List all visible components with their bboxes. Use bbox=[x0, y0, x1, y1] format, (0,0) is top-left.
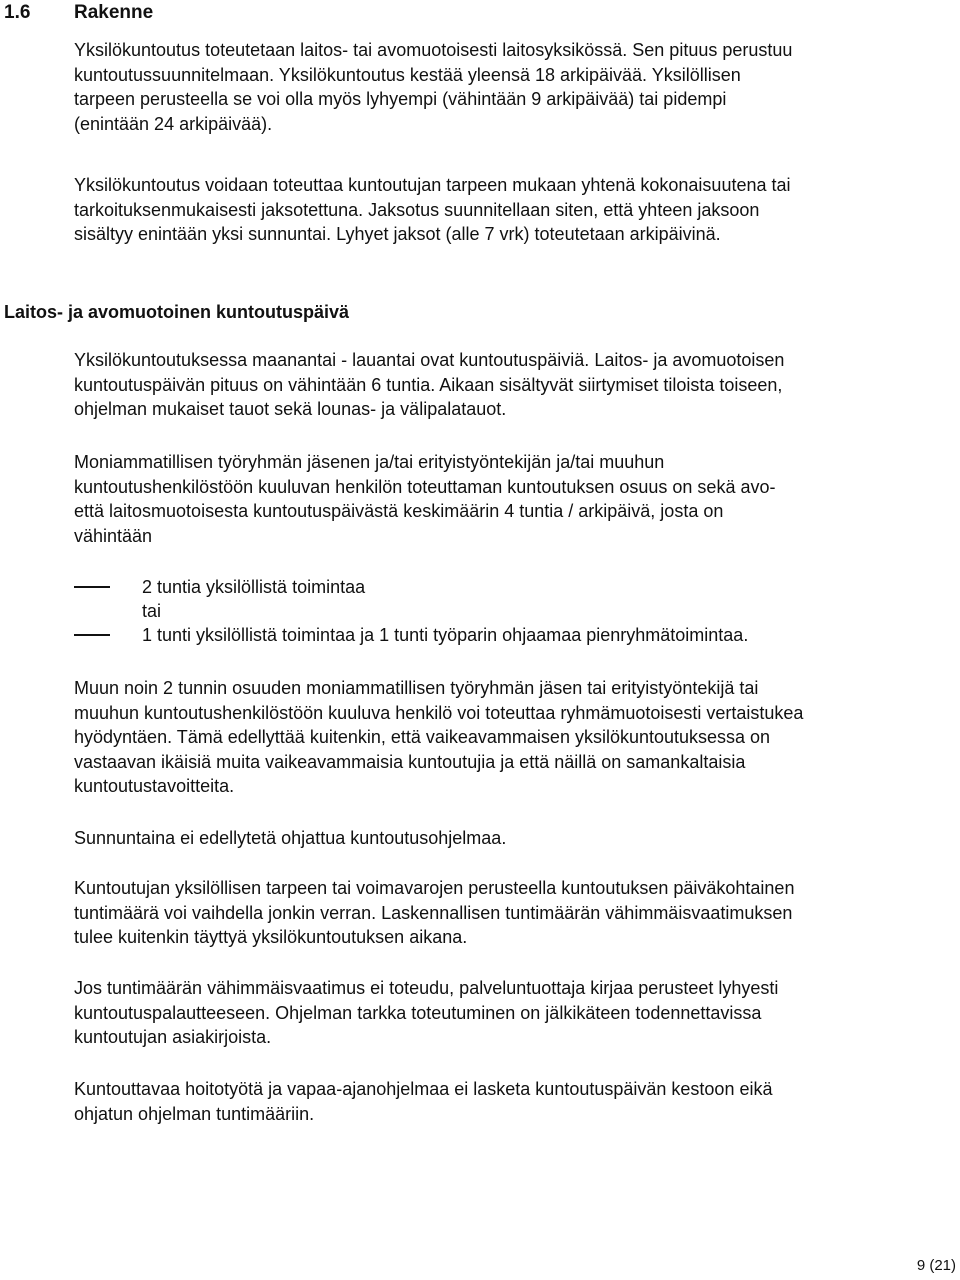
section-heading bbox=[4, 0, 153, 25]
paragraph-minimum-requirement: Jos tuntimäärän vähimmäisvaatimus ei toteudu, palveluntuottaja kirjaa perusteet lyhyesti kuntoutuspalautteeseen. Ohjelman tarkka toteutuminen on jälkikäteen todennettavissa kuntoutujan asiakirjoista. bbox=[74, 978, 779, 1047]
paragraph-sunday: Sunnuntaina ei edellytetä ohjattua kuntoutusohjelmaa. bbox=[74, 828, 507, 848]
list-item-text: 1 tunti yksilöllistä toimintaa ja 1 tunti työparin ohjaamaa pienryhmätoimintaa. bbox=[142, 625, 749, 645]
paragraph-excluded-activities: Kuntouttavaa hoitotyötä ja vapaa-ajanohjelmaa ei lasketa kuntoutuspäivän kestoon eikä ohjatun ohjelman tuntimääriin. bbox=[74, 1079, 773, 1124]
paragraph-scheduling: Yksilökuntoutus voidaan toteuttaa kuntoutujan tarpeen mukaan yhtenä kokonaisuutena tai tarkoituksenmukaisesti jaksotettuna. Jaksotus suunnitellaan siten, että yhteen jaksoon sisältyy enintään yksi sunnuntai. Lyhyet jaksot (alle 7 vrk) toteutetaan arkipäivinä. bbox=[74, 175, 791, 244]
page-number: 9 (21) bbox=[916, 1257, 956, 1274]
list-item bbox=[74, 575, 366, 600]
paragraph-rehab-days: Yksilökuntoutuksessa maanantai - lauantai ovat kuntoutuspäiviä. Laitos- ja avomuotoisen kuntoutuspäivän pituus on vähintään 6 tuntia. Aikaan sisältyvät siirtymiset tiloista toiseen, ohjelman mukaiset tauot sekä lounas- ja välipalatauot. bbox=[74, 350, 785, 419]
list-item-text: 2 tuntia yksilöllistä toimintaa bbox=[142, 577, 366, 597]
paragraph-group-support: Muun noin 2 tunnin osuuden moniammatillisen työryhmän jäsen tai erityistyöntekijä tai muuhun kuntoutushenkilöstöön kuuluva henkilö voi toteuttaa ryhmämuotoisesti vertaistukea hyödyntäen. Tämä edellyttää kuitenkin, että vaikeavammaisen yksilökuntoutuksessa on vastaavan ikäisiä muita vaikeavammaisia kuntoutujia ja että näillä on samankaltaisia kuntoutustavoitteita. bbox=[74, 678, 804, 796]
list-item bbox=[74, 623, 749, 648]
paragraph-daily-hours: Kuntoutujan yksilöllisen tarpeen tai voimavarojen perusteella kuntoutuksen päiväkohtainen tuntimäärä voi vaihdella jonkin verran. Laskennallisen tuntimäärän vähimmäisvaatimuksen tulee kuitenkin täyttyä yksilökuntoutuksen aikana. bbox=[74, 878, 795, 947]
section-title: Rakenne bbox=[74, 2, 154, 23]
list-connector: tai bbox=[142, 601, 162, 621]
paragraph-duration: Yksilökuntoutus toteutetaan laitos- tai avomuotoisesti laitosyksikössä. Sen pituus perustuu kuntoutussuunnitelmaan. Yksilökuntoutus kestää yleensä 18 arkipäivää. Yksilöllisen tarpeen perusteella se voi olla myös lyhyempi (vähintään 9 arkipäivää) tai pidempi (enintään 24 arkipäivää). bbox=[74, 40, 793, 134]
subheading-rehab-day: Laitos- ja avomuotoinen kuntoutuspäivä bbox=[4, 302, 350, 322]
section-number: 1.6 bbox=[4, 2, 31, 23]
paragraph-staff-share: Moniammatillisen työryhmän jäsenen ja/tai erityistyöntekijän ja/tai muuhun kuntoutushenkilöstöön kuuluvan henkilön toteuttaman kuntoutuksen osuus on sekä avo- että laitosmuotoisesta kuntoutuspäivästä keskimäärin 4 tuntia / arkipäivä, josta on vähintään bbox=[74, 452, 776, 546]
dash-bullet bbox=[74, 586, 110, 588]
dash-bullet bbox=[74, 634, 110, 636]
